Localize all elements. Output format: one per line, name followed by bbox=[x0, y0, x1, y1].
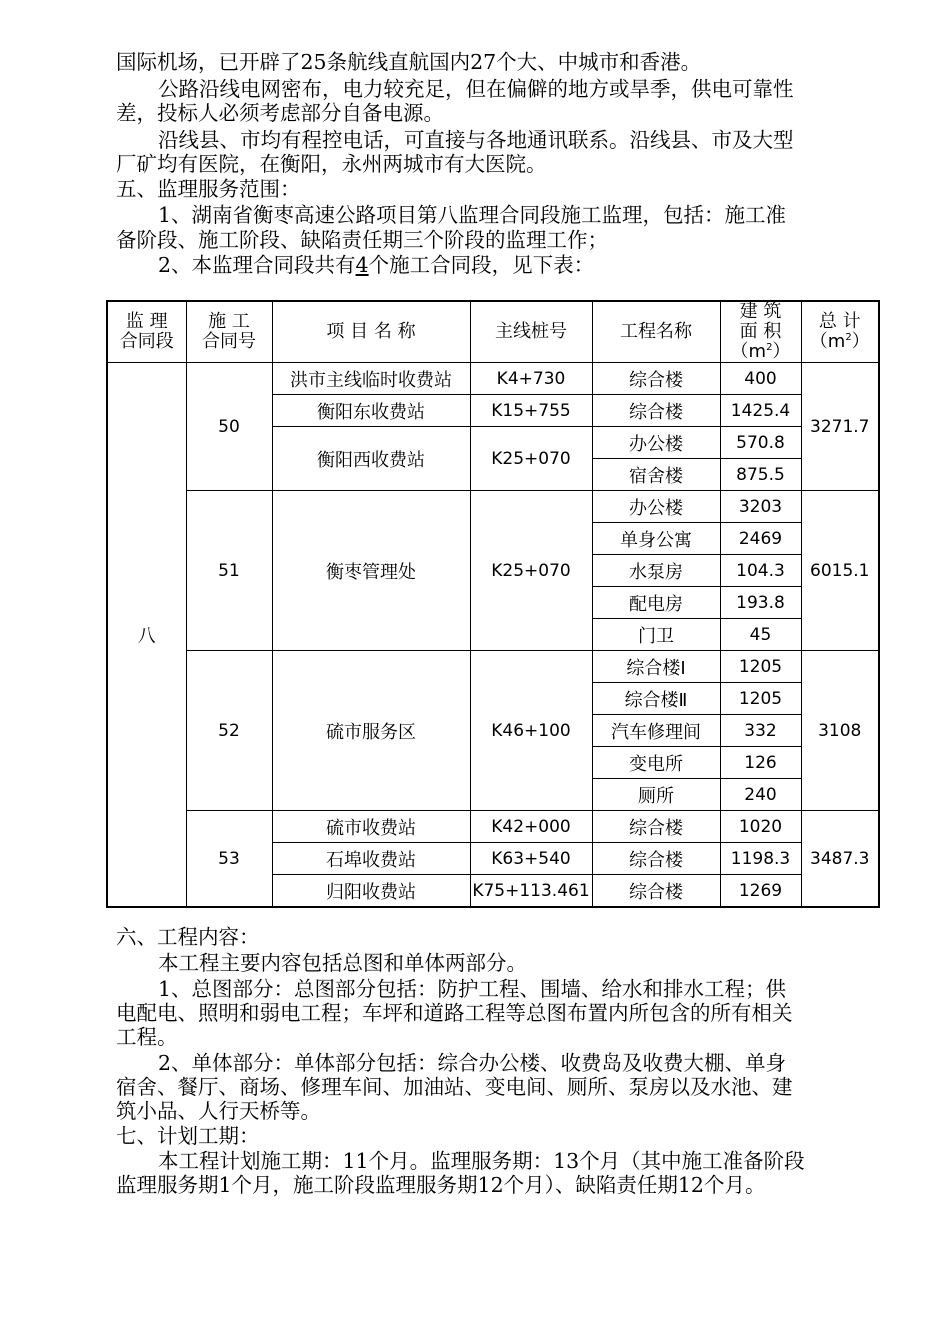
project-name: 硫市收费站 bbox=[272, 811, 470, 843]
contract-number: 51 bbox=[186, 491, 272, 651]
building-name: 办公楼 bbox=[592, 427, 720, 459]
project-name: 归阳收费站 bbox=[272, 875, 470, 908]
header-supervision: 监 理 合同段 bbox=[107, 301, 186, 363]
building-name: 门卫 bbox=[592, 619, 720, 651]
paragraph-line: 沿线县、市均有程控电话，可直接与各地通讯联系。沿线县、市及大型 bbox=[158, 128, 794, 152]
paragraph-line: 厂矿均有医院，在衡阳，永州两城市有大医院。 bbox=[116, 152, 547, 176]
stake-number: K25+070 bbox=[470, 491, 592, 651]
building-area: 1205 bbox=[720, 651, 801, 683]
building-area: 1020 bbox=[720, 811, 801, 843]
building-area: 570.8 bbox=[720, 427, 801, 459]
group-total: 3108 bbox=[801, 651, 879, 811]
header-contract: 施 工 合同号 bbox=[186, 301, 272, 363]
stake-number: K15+755 bbox=[470, 395, 592, 427]
header-area: 建 筑 面 积 $(m^2)$ bbox=[720, 301, 801, 363]
building-name: 水泵房 bbox=[592, 555, 720, 587]
group-total: 3487.3 bbox=[801, 811, 879, 908]
building-area: 1269 bbox=[720, 875, 801, 908]
contract-number: 50 bbox=[186, 363, 272, 491]
building-name: 综合楼 bbox=[592, 875, 720, 908]
paragraph-line: 差，投标人必须考虑部分自备电源。 bbox=[116, 101, 444, 125]
project-name: 洪市主线临时收费站 bbox=[272, 363, 470, 395]
building-area: 400 bbox=[720, 363, 801, 395]
section-6-item-1-cont: 工程。 bbox=[116, 1025, 178, 1049]
building-name: 综合楼 bbox=[592, 363, 720, 395]
building-area: 193.8 bbox=[720, 587, 801, 619]
section-6-heading: 六、工程内容： bbox=[116, 925, 260, 949]
section-6-item-2: 2、单体部分：单体部分包括：综合办公楼、收费岛及收费大棚、单身 bbox=[158, 1051, 787, 1075]
building-area: 104.3 bbox=[720, 555, 801, 587]
building-name: 汽车修理间 bbox=[592, 715, 720, 747]
building-area: 240 bbox=[720, 779, 801, 811]
building-area: 45 bbox=[720, 619, 801, 651]
section-6-item-2-cont: 筑小品、人行天桥等。 bbox=[116, 1099, 321, 1123]
building-area: 875.5 bbox=[720, 459, 801, 491]
building-name: 综合楼 bbox=[592, 811, 720, 843]
building-name: 单身公寓 bbox=[592, 523, 720, 555]
section-7-line: 本工程计划施工期：11个月。监理服务期：13个月（其中施工准备阶段 bbox=[158, 1149, 805, 1173]
building-area: 3203 bbox=[720, 491, 801, 523]
building-area: 1205 bbox=[720, 683, 801, 715]
section-7-heading: 七、计划工期： bbox=[116, 1124, 260, 1148]
contract-table bbox=[106, 300, 880, 908]
section-5-item-1: 1、湖南省衡枣高速公路项目第八监理合同段施工监理，包括：施工准 bbox=[158, 203, 787, 227]
group-total: 6015.1 bbox=[801, 491, 879, 651]
stake-number: K25+070 bbox=[470, 427, 592, 491]
project-name: 衡阳东收费站 bbox=[272, 395, 470, 427]
building-name: 变电所 bbox=[592, 747, 720, 779]
project-name: 石埠收费站 bbox=[272, 843, 470, 875]
stake-number: K46+100 bbox=[470, 651, 592, 811]
paragraph-line: 公路沿线电网密布，电力较充足，但在偏僻的地方或旱季，供电可靠性 bbox=[158, 77, 794, 101]
building-area: 2469 bbox=[720, 523, 801, 555]
stake-number: K63+540 bbox=[470, 843, 592, 875]
section-5-heading: 五、监理服务范围： bbox=[116, 177, 301, 201]
contract-count: 4 bbox=[355, 253, 369, 277]
section-6-item-1-cont: 电配电、照明和弱电工程；车坪和道路工程等总图布置内所包含的所有相关 bbox=[116, 1001, 793, 1025]
building-area: 1198.3 bbox=[720, 843, 801, 875]
header-stake: 主线桩号 bbox=[470, 301, 592, 363]
section-7-line-cont: 监理服务期1个月，施工阶段监理服务期12个月）、缺陷责任期12个月。 bbox=[116, 1173, 766, 1197]
group-total: 3271.7 bbox=[801, 363, 879, 491]
project-name: 硫市服务区 bbox=[272, 651, 470, 811]
section-5-item-1-cont: 备阶段、施工阶段、缺陷责任期三个阶段的监理工作； bbox=[116, 228, 608, 252]
building-name: 综合楼Ⅱ bbox=[592, 683, 720, 715]
project-name: 衡枣管理处 bbox=[272, 491, 470, 651]
building-area: 332 bbox=[720, 715, 801, 747]
building-area: 126 bbox=[720, 747, 801, 779]
section-6-item-1: 1、总图部分：总图部分包括：防护工程、围墙、给水和排水工程；供 bbox=[158, 977, 787, 1001]
building-name: 综合楼 bbox=[592, 843, 720, 875]
section-6-intro: 本工程主要内容包括总图和单体两部分。 bbox=[158, 951, 527, 975]
building-name: 综合楼Ⅰ bbox=[592, 651, 720, 683]
building-area: 1425.4 bbox=[720, 395, 801, 427]
section-5-item-2 bbox=[158, 253, 594, 277]
supervision-section: 八 bbox=[107, 363, 186, 908]
contract-number: 52 bbox=[186, 651, 272, 811]
building-name: 配电房 bbox=[592, 587, 720, 619]
building-name: 综合楼 bbox=[592, 395, 720, 427]
building-name: 办公楼 bbox=[592, 491, 720, 523]
project-name: 衡阳西收费站 bbox=[272, 427, 470, 491]
section-6-item-2-cont: 宿舍、餐厅、商场、修理车间、加油站、变电间、厕所、泵房以及水池、建 bbox=[116, 1075, 793, 1099]
header-project: 项 目 名 称 bbox=[272, 301, 470, 363]
paragraph-line: 国际机场，已开辟了25条航线直航国内27个大、中城市和香港。 bbox=[116, 50, 702, 74]
building-name: 厕所 bbox=[592, 779, 720, 811]
contract-number: 53 bbox=[186, 811, 272, 908]
stake-number: K4+730 bbox=[470, 363, 592, 395]
header-building: 工程名称 bbox=[592, 301, 720, 363]
item-2-suffix: 个施工合同段，见下表： bbox=[368, 253, 595, 277]
item-2-prefix: 2、本监理合同段共有 bbox=[158, 253, 356, 277]
stake-number: K42+000 bbox=[470, 811, 592, 843]
building-name: 宿舍楼 bbox=[592, 459, 720, 491]
stake-number: K75+113.461 bbox=[470, 875, 592, 908]
header-total: 总 计 $(m^2)$ bbox=[801, 301, 879, 363]
